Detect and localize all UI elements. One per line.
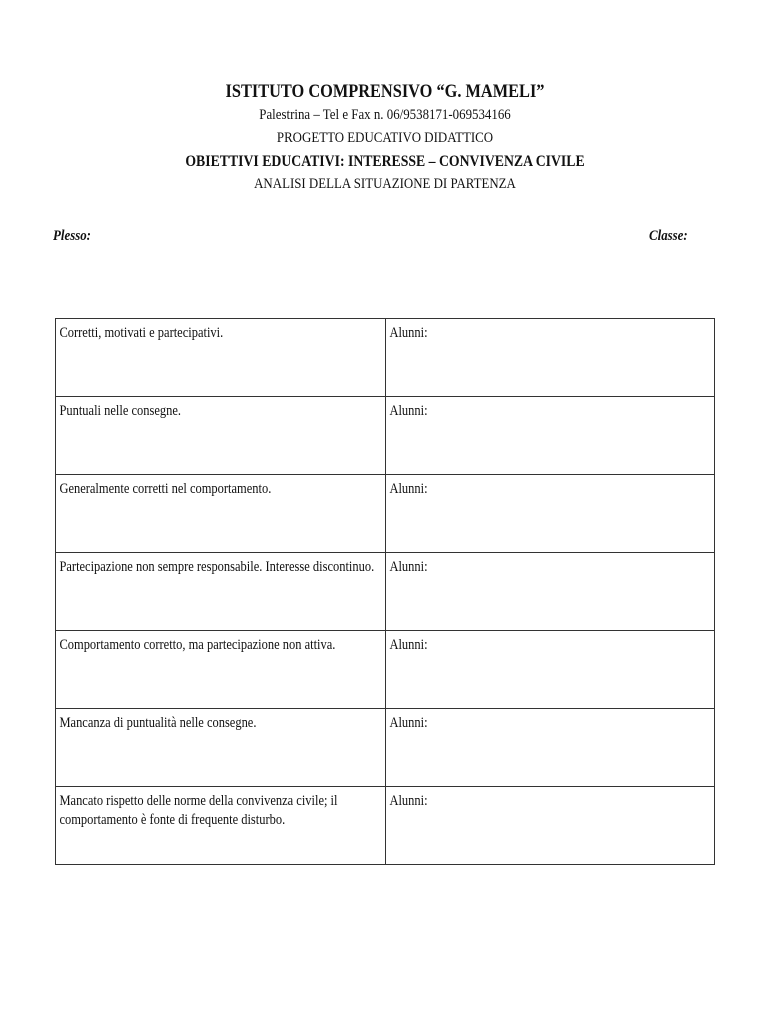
description-cell	[56, 631, 386, 709]
plesso-label: Plesso:	[53, 228, 91, 244]
description-cell	[56, 475, 386, 553]
alunni-cell[interactable]	[386, 631, 715, 709]
alunni-cell[interactable]	[386, 787, 715, 865]
alunni-label: Alunni:	[389, 559, 428, 575]
alunni-label: Alunni:	[389, 715, 428, 731]
row-description: Partecipazione non sempre responsabile. Interesse discontinuo.	[59, 559, 375, 575]
row-description: Mancanza di puntualità nelle consegne.	[59, 715, 257, 731]
table-row	[56, 553, 715, 631]
row-description: Generalmente corretti nel comportamento.	[59, 481, 272, 497]
alunni-cell[interactable]	[386, 553, 715, 631]
table-row	[56, 397, 715, 475]
table-row	[56, 631, 715, 709]
row-description: Corretti, motivati e partecipativi.	[59, 325, 224, 341]
school-contact: Palestrina – Tel e Fax n. 06/9538171-069534166	[259, 107, 511, 123]
table-row	[56, 709, 715, 787]
document-header	[54, 80, 716, 196]
analysis-title: ANALISI DELLA SITUAZIONE DI PARTENZA	[254, 176, 516, 192]
description-cell	[56, 553, 386, 631]
alunni-label: Alunni:	[389, 481, 428, 497]
alunni-label: Alunni:	[389, 637, 428, 653]
alunni-cell[interactable]	[386, 475, 715, 553]
project-title: PROGETTO EDUCATIVO DIDATTICO	[276, 130, 494, 146]
description-cell	[56, 319, 386, 397]
alunni-cell[interactable]	[386, 709, 715, 787]
table-row	[56, 475, 715, 553]
alunni-label: Alunni:	[389, 325, 428, 341]
table-row	[56, 319, 715, 397]
table-row	[56, 787, 715, 865]
alunni-cell[interactable]	[386, 319, 715, 397]
assessment-table	[55, 318, 715, 865]
objectives-title: OBIETTIVI EDUCATIVI: INTERESSE – CONVIVENZA CIVILE	[185, 153, 585, 170]
row-description: Puntuali nelle consegne.	[59, 403, 181, 419]
classe-label: Classe:	[649, 228, 688, 244]
alunni-label: Alunni:	[389, 793, 428, 809]
alunni-label: Alunni:	[389, 403, 428, 419]
row-description: Comportamento corretto, ma partecipazione non attiva.	[59, 637, 336, 653]
description-cell	[56, 709, 386, 787]
description-cell	[56, 397, 386, 475]
alunni-cell[interactable]	[386, 397, 715, 475]
description-cell	[56, 787, 386, 865]
row-description: Mancato rispetto delle norme della convivenza civile; il comportamento è fonte di frequente disturbo.	[59, 793, 338, 828]
school-name: ISTITUTO COMPRENSIVO “G. MAMELI”	[225, 81, 545, 102]
